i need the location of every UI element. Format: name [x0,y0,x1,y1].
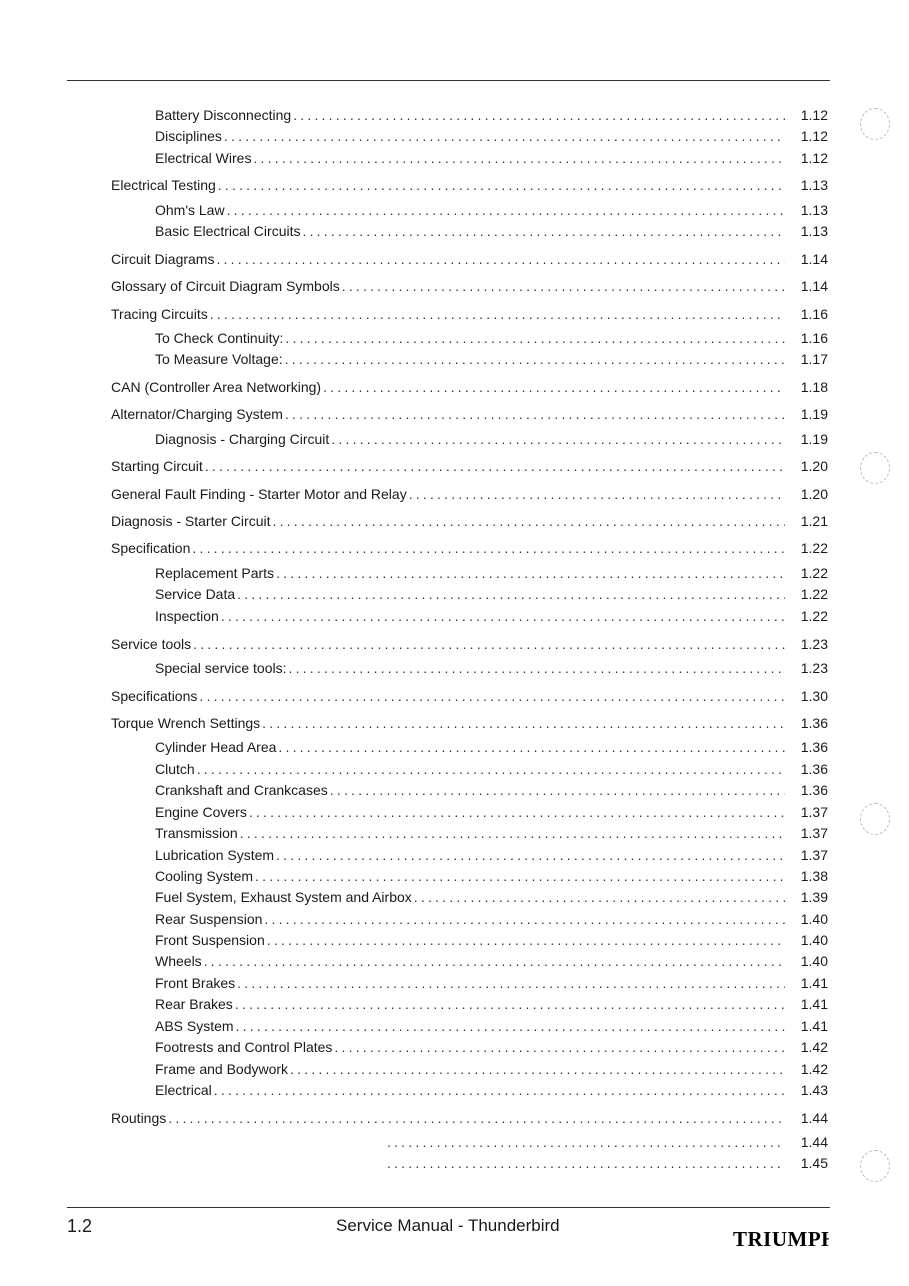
toc-entry-page: 1.13 [800,177,828,193]
dot-leader [264,911,785,927]
toc-entry-title: Tracing Circuits [111,306,208,322]
toc-entry-page: 1.13 [800,202,828,218]
toc-entry[interactable] [155,608,828,626]
dot-leader [214,1082,785,1098]
dot-leader [210,306,785,322]
toc-entry-title: ABS System [155,1018,234,1034]
toc-entry-page: 1.18 [800,379,828,395]
toc-entry[interactable] [111,486,828,504]
dot-leader [168,1110,785,1126]
dot-leader [285,351,785,367]
toc-entry-page: 1.20 [800,458,828,474]
dot-leader [273,513,786,529]
toc-entry-title: Basic Electrical Circuits [155,223,301,239]
binder-hole-mark [860,452,890,484]
dot-leader [192,540,785,556]
toc-entry-page: 1.13 [800,223,828,239]
toc-entry-title: Torque Wrench Settings [111,715,261,731]
footer-page-number: 1.2 [67,1216,93,1236]
toc-entry[interactable] [155,107,828,125]
dot-leader [235,996,785,1012]
toc-entry-page: 1.21 [800,513,828,529]
toc-entry-page: 1.12 [800,107,828,123]
dot-leader [278,739,785,755]
toc-entry-page: 1.42 [800,1061,828,1077]
toc-entry-title: Specification [111,540,191,556]
toc-entry-title: Lubrication System [155,847,275,863]
dot-leader [330,782,785,798]
toc-entry-title: Front Suspension [155,932,265,948]
toc-entry[interactable] [111,715,828,733]
toc-entry-title: Cooling System [155,868,254,884]
toc-entry-title: Electrical [155,1082,212,1098]
binder-hole-mark [860,108,890,140]
toc-entry[interactable] [155,953,828,971]
dot-leader [290,1061,785,1077]
toc-entry-title: Specifications [111,688,198,704]
toc-entry-page: 1.14 [800,251,828,267]
dot-leader [236,1018,785,1034]
toc-entry-page: 1.12 [800,128,828,144]
toc-entry[interactable] [111,379,828,397]
toc-entry[interactable] [155,150,828,168]
toc-entry[interactable] [155,1082,828,1100]
toc-entry-title: Transmission [155,825,238,841]
dot-leader [289,660,785,676]
toc-entry-page: 1.40 [800,911,828,927]
toc-entry-title: Routings [111,1110,167,1126]
toc-entry-title: To Measure Voltage: [155,351,283,367]
toc-entry-title: Wheels [155,953,202,969]
toc-entry[interactable] [155,660,828,678]
toc-entry[interactable] [155,330,828,348]
triumph-logo [733,1226,829,1252]
toc-entry-page: 1.22 [800,586,828,602]
toc-entry[interactable] [155,202,828,220]
toc-entry-title: Electrical Wires [155,150,252,166]
toc-entry[interactable] [111,540,828,558]
toc-entry-page: 1.23 [800,660,828,676]
toc-entry[interactable] [111,278,828,296]
toc-entry[interactable] [155,586,828,604]
toc-entry-title: Rear Suspension [155,911,263,927]
toc-entry-page: 1.44 [800,1134,828,1150]
toc-entry-page: 1.44 [800,1110,828,1126]
toc-entry-page: 1.14 [800,278,828,294]
dot-leader [253,150,785,166]
dot-leader [237,586,785,602]
toc-entry-page: 1.16 [800,306,828,322]
dot-leader [331,431,785,447]
dot-leader [240,825,785,841]
toc-entry-page: 1.36 [800,739,828,755]
binder-hole-mark [860,803,890,835]
toc-entry[interactable] [385,1134,828,1152]
toc-entry-page: 1.19 [800,406,828,422]
dot-leader [216,251,785,267]
toc-entry-page: 1.41 [800,996,828,1012]
dot-leader [199,688,785,704]
toc-entry-page: 1.38 [800,868,828,884]
dot-leader [267,932,785,948]
dot-leader [237,975,785,991]
toc-entry-page: 1.22 [800,540,828,556]
logo-text: TRIUMPH [733,1227,829,1251]
toc-entry-title: Disciplines [155,128,222,144]
dot-leader [276,847,785,863]
toc-entry-title: Replacement Parts [155,565,275,581]
toc-entry-title: Circuit Diagrams [111,251,215,267]
toc-entry[interactable] [111,458,828,476]
toc-entry-title: Clutch [155,761,195,777]
toc-entry[interactable] [155,975,828,993]
toc-entry-page: 1.20 [800,486,828,502]
toc-entry[interactable] [155,932,828,950]
dot-leader [262,715,785,731]
toc-entry-title: Starting Circuit [111,458,203,474]
dot-leader [302,223,785,239]
dot-leader [387,1134,785,1150]
toc-entry[interactable] [111,306,828,324]
dot-leader [342,278,785,294]
toc-entry-page: 1.37 [800,804,828,820]
toc-entry[interactable] [155,911,828,929]
toc-entry-title: Service Data [155,586,236,602]
toc-entry-title: Engine Covers [155,804,247,820]
toc-entry-title: Fuel System, Exhaust System and Airbox [155,889,412,905]
toc-entry[interactable] [111,177,828,195]
dot-leader [224,128,785,144]
toc-entry-page: 1.12 [800,150,828,166]
toc-entry-title: Electrical Testing [111,177,216,193]
dot-leader [221,608,785,624]
toc-entry[interactable] [155,1018,828,1036]
dot-leader [227,202,785,218]
toc-entry[interactable] [155,1039,828,1057]
dot-leader [293,107,785,123]
toc-entry[interactable] [111,1110,828,1128]
toc-entry-title: Diagnosis - Charging Circuit [155,431,330,447]
toc-entry-title: Front Brakes [155,975,236,991]
toc-entry[interactable] [111,636,828,654]
toc-entry[interactable] [155,804,828,822]
toc-entry-page: 1.22 [800,608,828,624]
toc-entry-title: Frame and Bodywork [155,1061,289,1077]
dot-leader [276,565,785,581]
toc-entry-title: Glossary of Circuit Diagram Symbols [111,278,340,294]
toc-entry[interactable] [111,406,828,424]
toc-entry[interactable] [155,223,828,241]
dot-leader [249,804,785,820]
binder-hole-mark [860,1150,890,1182]
toc-entry[interactable] [155,431,828,449]
toc-entry[interactable] [111,688,828,706]
toc-entry-title: Battery Disconnecting [155,107,292,123]
toc-entry-page: 1.36 [800,782,828,798]
toc-entry-page: 1.36 [800,761,828,777]
toc-entry[interactable] [155,565,828,583]
dot-leader [193,636,785,652]
toc-entry-title: Cylinder Head Area [155,739,277,755]
toc-entry-title: Service tools [111,636,192,652]
dot-leader [414,889,785,905]
toc-entry-page: 1.37 [800,847,828,863]
toc-entry-page: 1.40 [800,953,828,969]
toc-entry-page: 1.42 [800,1039,828,1055]
footer-rule [67,1207,830,1208]
toc-entry-title: Inspection [155,608,219,624]
dot-leader [387,1155,785,1171]
toc-entry[interactable] [111,513,828,531]
toc-entry-page: 1.41 [800,975,828,991]
dot-leader [204,953,785,969]
toc-entry[interactable] [155,351,828,369]
toc-entry-title: Special service tools: [155,660,287,676]
toc-entry[interactable] [155,128,828,146]
toc-entry-page: 1.17 [800,351,828,367]
toc-entry[interactable] [155,1061,828,1079]
toc-entry-page: 1.41 [800,1018,828,1034]
toc-entry[interactable] [111,251,828,269]
toc-entry-title: To Check Continuity: [155,330,284,346]
dot-leader [409,486,785,502]
toc-entry-page: 1.45 [800,1155,828,1171]
dot-leader [255,868,785,884]
toc-entry-page: 1.23 [800,636,828,652]
toc-entry[interactable] [155,889,828,907]
toc-entry[interactable] [155,761,828,779]
dot-leader [323,379,785,395]
toc-entry-title: Footrests and Control Plates [155,1039,333,1055]
toc-entry[interactable] [155,825,828,843]
toc-entry-page: 1.30 [800,688,828,704]
toc-entry-page: 1.19 [800,431,828,447]
dot-leader [218,177,785,193]
toc-entry[interactable] [155,847,828,865]
toc-entry-page: 1.39 [800,889,828,905]
dot-leader [285,330,785,346]
toc-entry-title: Alternator/Charging System [111,406,283,422]
toc-entry-title: Rear Brakes [155,996,233,1012]
toc-entry[interactable] [155,996,828,1014]
toc-entry[interactable] [385,1155,828,1173]
toc-entry-title: General Fault Finding - Starter Motor and Relay [111,486,407,502]
toc-entry-page: 1.37 [800,825,828,841]
toc-entry[interactable] [155,782,828,800]
dot-leader [334,1039,785,1055]
toc-entry-title: Diagnosis - Starter Circuit [111,513,271,529]
toc-entry-title: CAN (Controller Area Networking) [111,379,322,395]
toc-entry-page: 1.16 [800,330,828,346]
toc-entry-title: Crankshaft and Crankcases [155,782,328,798]
footer-title: Service Manual - Thunderbird [336,1216,560,1235]
toc-entry-title: Ohm's Law [155,202,225,218]
toc-entry-page: 1.43 [800,1082,828,1098]
toc-entry-page: 1.22 [800,565,828,581]
toc-entry-page: 1.40 [800,932,828,948]
dot-leader [285,406,785,422]
dot-leader [197,761,785,777]
dot-leader [205,458,785,474]
toc-entry-page: 1.36 [800,715,828,731]
toc-entry[interactable] [155,739,828,757]
toc-entry[interactable] [155,868,828,886]
